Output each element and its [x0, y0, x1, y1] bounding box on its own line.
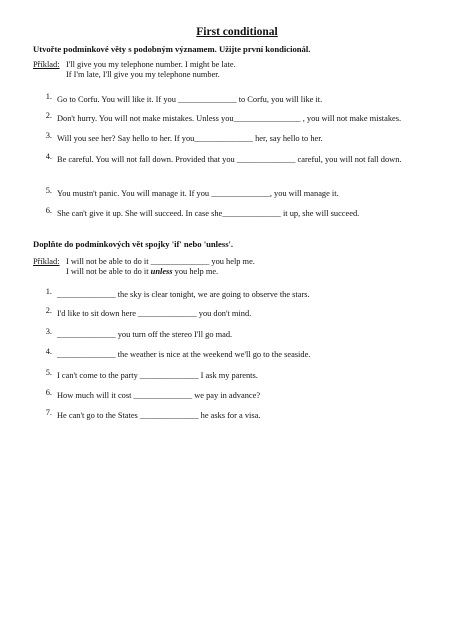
item-text: He can't go to the States ______________ he asks for a visa. [57, 411, 261, 420]
item-number: 2. [45, 111, 52, 120]
section1-example-lines [66, 60, 236, 80]
item-number: 4. [45, 152, 52, 161]
item-number: 7. [45, 408, 52, 417]
page-title: First conditional [196, 26, 278, 38]
example-line-start: I will not be able to do it [66, 267, 151, 276]
item-text: You mustn't panic. You will manage it. If you ______________, you will manage it. [57, 189, 339, 198]
example-emphasis: unless [150, 267, 173, 276]
section1-heading: Utvořte podmínkové věty s podobným významem. Užijte první kondicionál. [33, 44, 311, 54]
item-number: 5. [45, 186, 52, 195]
section2-example-line: I will not be able to do it ______________ you help me. [66, 257, 255, 266]
item-number: 1. [45, 92, 52, 101]
item-text: Don't hurry. You will not make mistakes. Unless you________________ , you will not make mistakes. [57, 114, 402, 123]
item-text: How much will it cost ______________ we pay in advance? [57, 391, 261, 400]
item-number: 6. [45, 388, 52, 397]
section2-heading: Doplňte do podmínkových vět spojky 'if' nebo 'unless'. [33, 239, 234, 249]
item-number: 3. [45, 131, 52, 140]
section1-example-label: Příklad: [33, 60, 60, 69]
item-text: Be careful. You will not fall down. Provided that you ______________ careful, you will not fall down. [57, 155, 402, 164]
item-number: 5. [45, 368, 52, 377]
item-number: 2. [45, 306, 52, 315]
section2-example-lines [66, 257, 255, 277]
section1-example-line: I'll give you my telephone number. I might be late. [66, 60, 236, 69]
item-text: She can't give it up. She will succeed. In case she______________ it up, she will succeed. [57, 209, 360, 218]
item-text: ______________ the weather is nice at the weekend we'll go to the seaside. [57, 350, 311, 359]
section1-example-line: If I'm late, I'll give you my telephone number. [66, 70, 220, 79]
item-number: 4. [45, 347, 52, 356]
item-text: Will you see her? Say hello to her. If you______________ her, say hello to her. [57, 134, 323, 143]
item-number: 3. [45, 327, 52, 336]
item-number: 1. [45, 287, 52, 296]
section2-example-line [66, 267, 255, 277]
item-text: I'd like to sit down here ______________ you don't mind. [57, 309, 252, 318]
item-text: I can't come to the party ______________ I ask my parents. [57, 371, 258, 380]
item-text: ______________ you turn off the stereo I'll go mad. [57, 330, 233, 339]
example-line-end: you help me. [172, 267, 219, 276]
item-text: ______________ the sky is clear tonight, we are going to observe the stars. [57, 290, 310, 299]
item-text: Go to Corfu. You will like it. If you ______________ to Corfu, you will like it. [57, 95, 323, 104]
section2-example-label: Příklad: [33, 257, 60, 266]
item-number: 6. [45, 206, 52, 215]
